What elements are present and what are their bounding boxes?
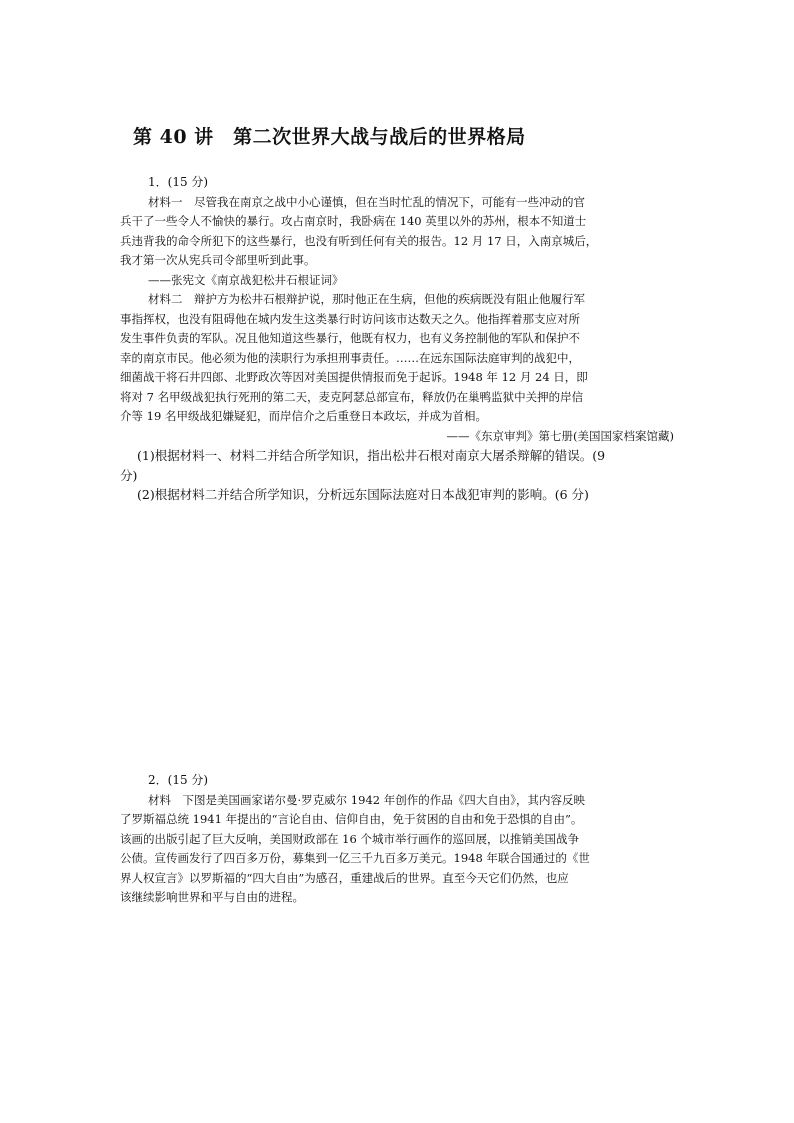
question-1 [120,173,676,505]
material-2-line: 事指挥权，也没有阻碍他在城内发生这类暴行时访问该市达数天之久。他指挥着那支应对所 [120,311,580,326]
question-2-line: 该继续影响世界和平与自由的进程。 [120,890,304,904]
material-2-line: 将对 7 名甲级战犯执行死刑的第二天，麦克阿瑟总部宣布，释放仍在巢鸭监狱中关押的岸信 [120,389,584,404]
material-2-line: 材料二 辩护方为松井石根辩护说，那时他正在生病，但他的疾病既没有阻止他履行军 [148,292,585,306]
page-title: 第 40 讲 第二次世界大战与战后的世界格局 [133,126,526,148]
material-2-source: ——《东京审判》第七册(美国国家档案馆藏) [446,428,674,443]
material-2-line: 幸的南京市民。他必须为他的渎职行为承担刑事责任。……在远东国际法庭审判的战犯中， [120,350,580,365]
material-2-line: 发生事件负责的军队。况且他知道这些暴行，他既有权力，也有义务控制他的军队和保护不 [120,331,580,345]
material-1-source: ——张宪文《南京战犯松井石根证词》 [148,272,344,287]
question-2-line: 该画的出版引起了巨大反响，美国财政部在 16 个城市举行画作的巡回展，以推销美国战争 [120,831,579,846]
question-2-line: 材料 下图是美国画家诺尔曼·罗克威尔 1942 年创作的作品《四大自由》，其内容反映 [148,792,585,807]
material-1 [120,193,676,291]
sub-question-1 [120,446,676,485]
sub-question-1-line: (1)根据材料一、材料二并结合所学知识，指出松井石根对南京大屠杀辩解的错误。(9 [137,448,606,463]
sub-question-1-line: 分) [120,467,138,483]
material-2 [120,290,676,446]
material-2-line: 介等 19 名甲级战犯嫌疑犯，而岸信介之后重登日本政坛，并成为首相。 [120,409,487,423]
sub-question-2: (2)根据材料二并结合所学知识，分析远东国际法庭对日本战犯审判的影响。(6 分) [137,487,589,502]
question-2 [120,771,676,908]
question-2-material [120,791,676,908]
material-1-line: 兵违背我的命令所犯下的这些暴行，也没有听到任何有关的报告。12 月 17 日，入南京城后， [120,233,598,248]
material-1-line: 兵干了一些令人不愉快的暴行。攻占南京时，我卧病在 140 英里以外的苏州，根本不知道士 [120,214,587,228]
material-2-line: 细菌战干将石井四郎、北野政次等因对美国提供情报而免于起诉。1948 年 12 月 24 日，即 [120,370,588,384]
question-2-number: 2．(15 分) [148,773,209,787]
question-1-number: 1．(15 分) [148,175,209,189]
material-1-line: 材料一 尽管我在南京之战中小心谨慎，但在当时忙乱的情况下，可能有一些冲动的官 [148,194,585,209]
question-2-line: 界人权宣言》以罗斯福的“四大自由”为感召，重建战后的世界。直至今天它们仍然，也应 [120,870,569,885]
material-1-line: 我才第一次从宪兵司令部里听到此事。 [120,253,316,267]
question-2-line: 公债。宣传画发行了四百多万份，募集到一亿三千九百多万美元。1948 年联合国通过的《世 [120,851,590,865]
question-2-line: 了罗斯福总统 1941 年提出的“言论自由、信仰自由，免于贫困的自由和免于恐惧的自由”。 [120,812,583,826]
